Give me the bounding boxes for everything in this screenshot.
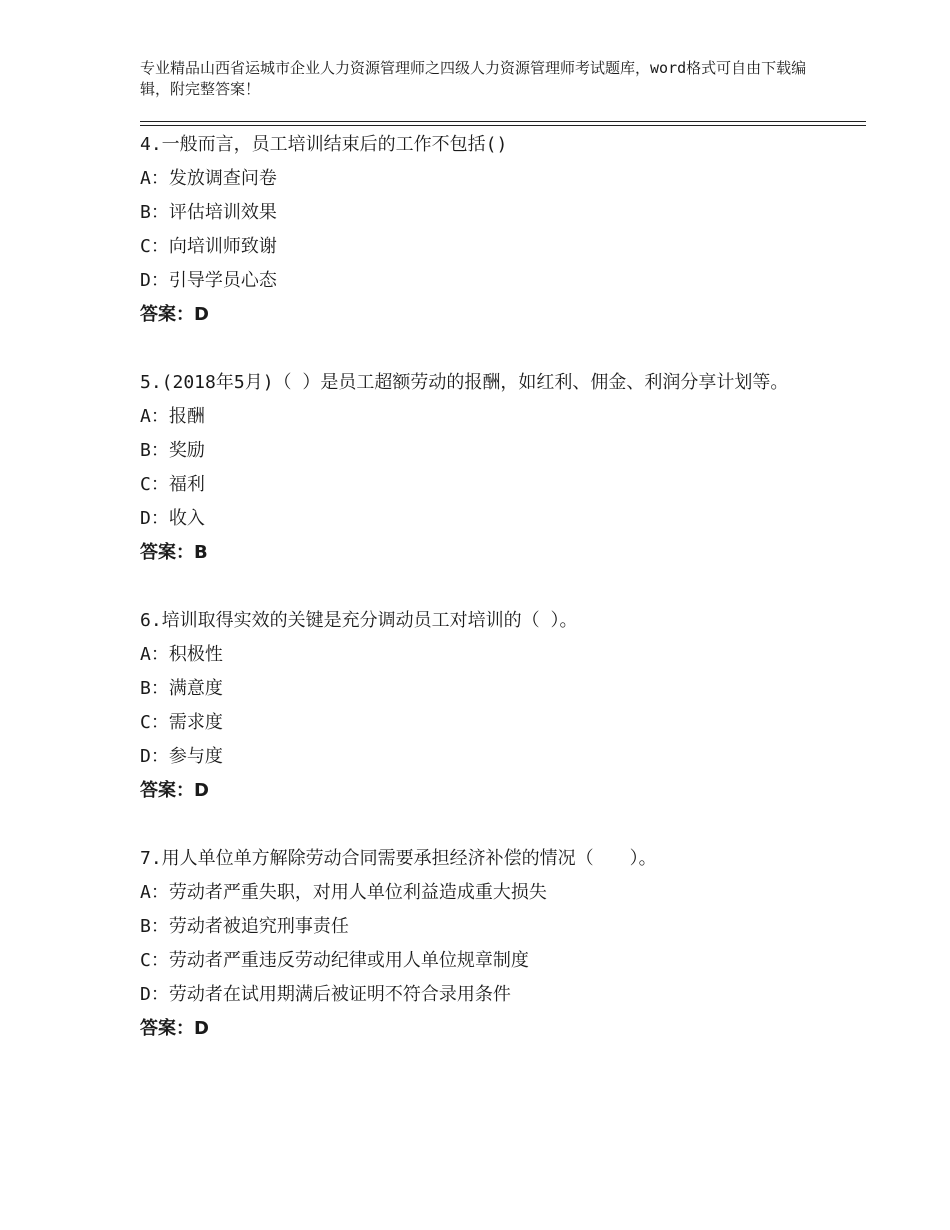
- option-a: A：报酬: [140, 406, 205, 427]
- option-a: A：积极性: [140, 644, 223, 665]
- option-d: D：收入: [140, 508, 205, 529]
- question-7: [140, 842, 840, 1046]
- question-text: 6.培训取得实效的关键是充分调动员工对培训的（ ）。: [140, 610, 578, 631]
- option-b: B：劳动者被追究刑事责任: [140, 916, 349, 937]
- question-4: [140, 128, 840, 332]
- spacer: [140, 808, 840, 842]
- document-header: 专业精品山西省运城市企业人力资源管理师之四级人力资源管理师考试题库，word格式可自由下载编辑，附完整答案！: [140, 59, 807, 98]
- option-c: C：劳动者严重违反劳动纪律或用人单位规章制度: [140, 950, 529, 971]
- question-text: 7.用人单位单方解除劳动合同需要承担经济补偿的情况（ ）。: [140, 848, 657, 869]
- header-divider-bottom: [140, 125, 866, 126]
- answer-line: 答案：B: [140, 542, 208, 563]
- answer-line: 答案：D: [140, 304, 209, 325]
- option-a: A：发放调查问卷: [140, 168, 277, 189]
- answer-line: 答案：D: [140, 1018, 209, 1039]
- option-c: C：需求度: [140, 712, 223, 733]
- option-b: B：满意度: [140, 678, 223, 699]
- option-d: D：劳动者在试用期满后被证明不符合录用条件: [140, 984, 511, 1005]
- question-text: 4.一般而言，员工培训结束后的工作不包括(): [140, 134, 508, 155]
- option-c: C：向培训师致谢: [140, 236, 277, 257]
- spacer: [140, 570, 840, 604]
- question-text: 5.(2018年5月)（ ）是员工超额劳动的报酬，如红利、佣金、利润分享计划等。: [140, 372, 789, 393]
- question-6: [140, 604, 840, 808]
- option-c: C：福利: [140, 474, 205, 495]
- answer-line: 答案：D: [140, 780, 209, 801]
- question-list: [140, 128, 840, 1046]
- option-b: B：奖励: [140, 440, 205, 461]
- question-5: [140, 366, 840, 570]
- header-divider-top: [140, 121, 866, 122]
- option-d: D：参与度: [140, 746, 223, 767]
- option-d: D：引导学员心态: [140, 270, 277, 291]
- option-a: A：劳动者严重失职，对用人单位利益造成重大损失: [140, 882, 547, 903]
- spacer: [140, 332, 840, 366]
- option-b: B：评估培训效果: [140, 202, 277, 223]
